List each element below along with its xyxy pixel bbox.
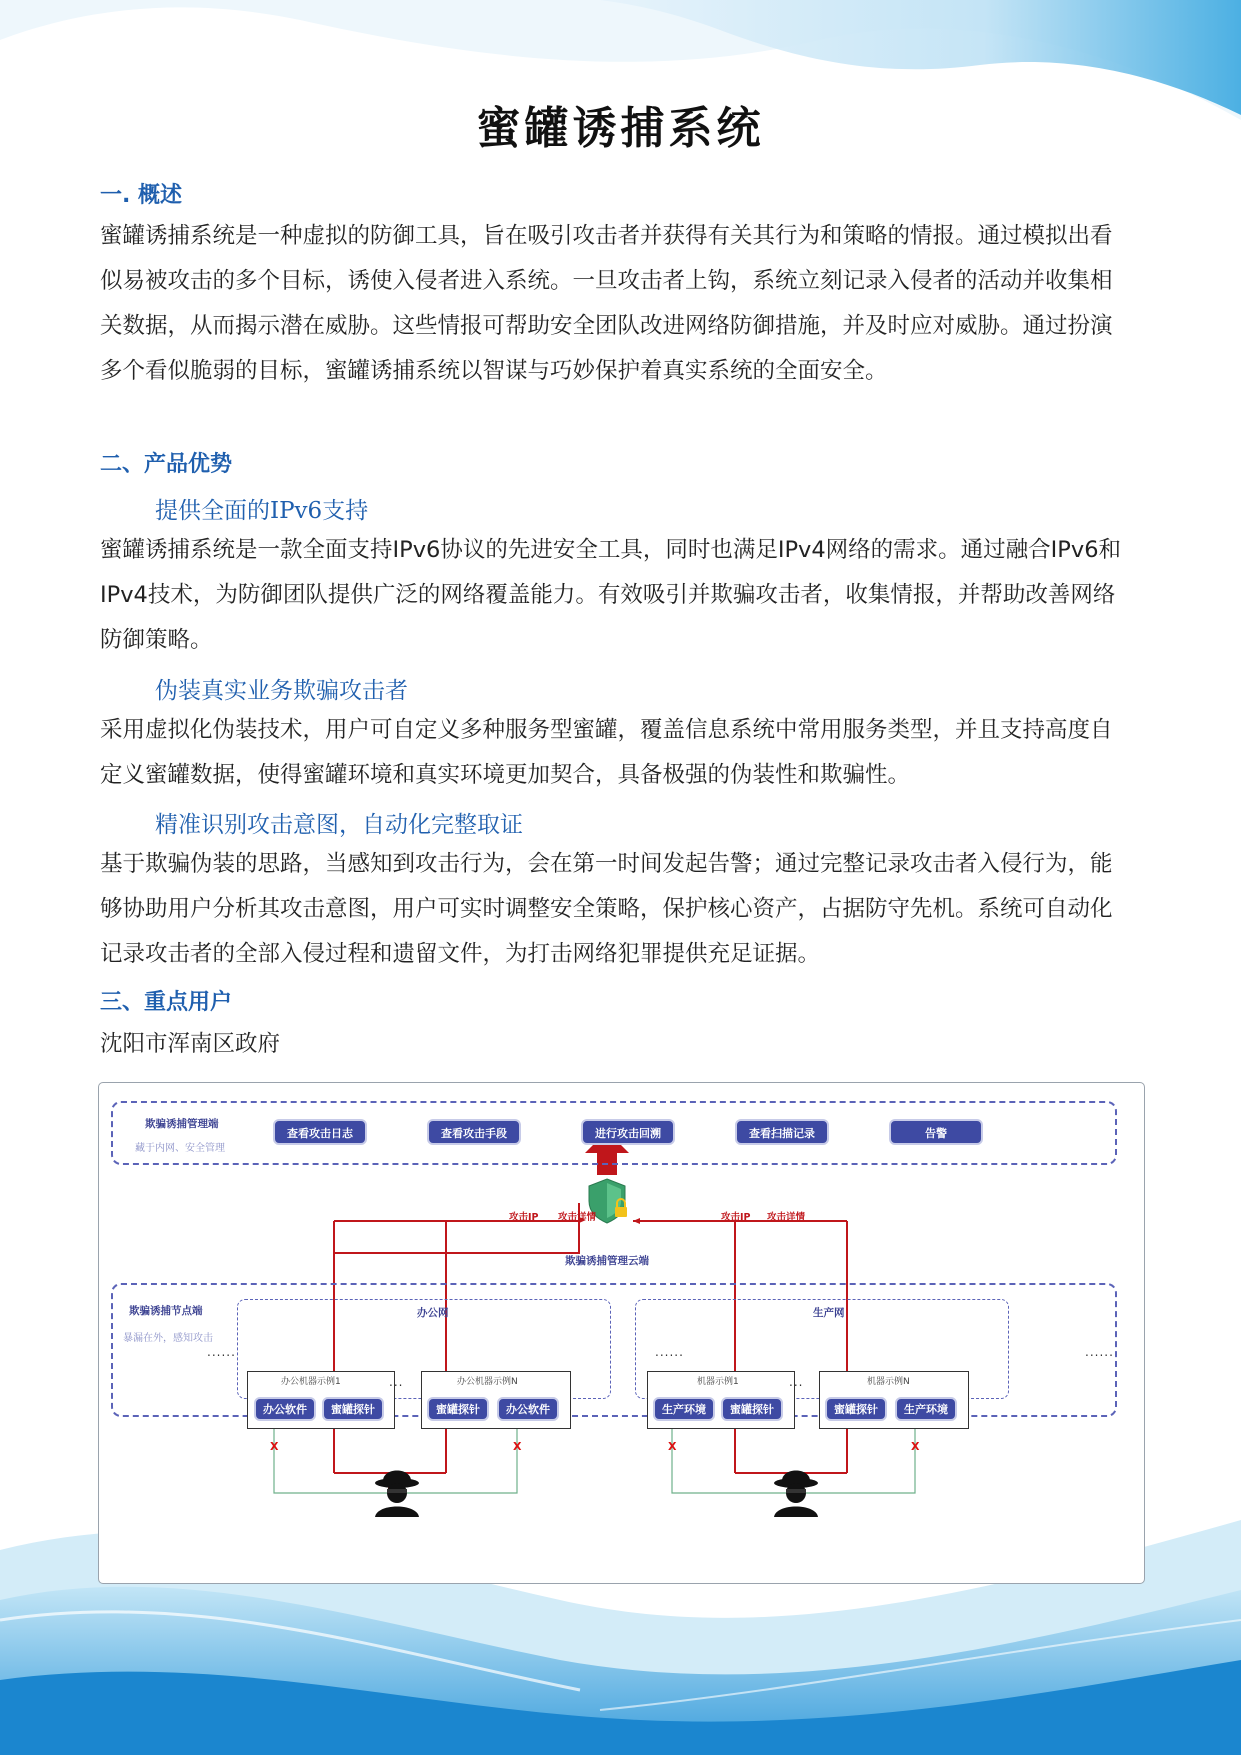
right-attack-detail-label: 攻击详情	[767, 1212, 806, 1223]
office-instance-1-label: 办公机器示例1	[281, 1377, 341, 1387]
x-mark-4: X	[911, 1440, 920, 1453]
nodes-mid-ellipsis: ......	[655, 1345, 684, 1359]
office-network-label: 办公网	[417, 1307, 449, 1319]
section-heading-key-users: 三、重点用户	[100, 990, 233, 1015]
view-attack-methods-button[interactable]: 查看攻击手段	[427, 1119, 521, 1145]
prod-instances-ellipsis: ...	[789, 1375, 804, 1389]
attacker-icon-right	[774, 1471, 818, 1518]
prod-instance-1-label: 机器示例1	[697, 1377, 739, 1387]
office-software-chip-2[interactable]: 办公软件	[497, 1397, 559, 1421]
honeypot-probe-chip-2[interactable]: 蜜罐探针	[427, 1397, 489, 1421]
section-heading-advantages: 二、产品优势	[100, 452, 233, 477]
overview-paragraph: 蜜罐诱捕系统是一种虚拟的防御工具，旨在吸引攻击者并获得有关其行为和策略的情报。通过模拟出看似易被攻击的多个目标，诱使入侵者进入系统。一旦攻击者上钩，系统立刻记录入侵者的活动并收集相关数据，从而揭示潜在威胁。这些情报可帮助安全团队改进网络防御措施，并及时应对威胁。通过扮演多个看似脆弱的目标，蜜罐诱捕系统以智谋与巧妙保护着真实系统的全面安全。	[100, 223, 1113, 384]
right-attack-ip-label: 攻击IP	[721, 1212, 751, 1223]
advantage-paragraph-disguise: 采用虚拟化伪装技术，用户可自定义多种服务型蜜罐，覆盖信息系统中常用服务类型，并且支持高度自定义蜜罐数据，使得蜜罐环境和真实环境更加契合，具备极强的伪装性和欺骗性。	[100, 717, 1113, 788]
x-mark-2: X	[513, 1440, 522, 1453]
x-mark-3: X	[668, 1440, 677, 1453]
production-env-chip-2[interactable]: 生产环境	[895, 1397, 957, 1421]
left-attack-ip-label: 攻击IP	[509, 1212, 539, 1223]
mgmt-sublabel: 藏于内网、安全管理	[135, 1143, 225, 1154]
view-scan-records-button[interactable]: 查看扫描记录	[735, 1119, 829, 1145]
alert-button[interactable]: 告警	[889, 1119, 983, 1145]
advantage-heading-forensics: 精准识别攻击意图，自动化完整取证	[155, 812, 523, 838]
office-instance-n-label: 办公机器示例N	[457, 1377, 518, 1387]
architecture-diagram	[98, 1082, 1145, 1584]
left-attack-detail-label: 攻击详情	[558, 1212, 597, 1223]
office-software-chip-1[interactable]: 办公软件	[254, 1397, 316, 1421]
office-instances-ellipsis: ...	[389, 1375, 404, 1389]
lock-icon	[615, 1207, 627, 1217]
advantage-heading-ipv6: 提供全面的IPv6支持	[155, 498, 369, 524]
page-title: 蜜罐诱捕系统	[476, 103, 765, 154]
nodes-sublabel: 暴漏在外，感知攻击	[123, 1333, 213, 1344]
prod-instance-n-label: 机器示例N	[867, 1377, 910, 1387]
mgmt-label: 欺骗诱捕管理端	[145, 1118, 219, 1130]
advantage-paragraph-ipv6: 蜜罐诱捕系统是一款全面支持IPv6协议的先进安全工具，同时也满足IPv4网络的需求。通过融合IPv6和IPv4技术，为防御团队提供广泛的网络覆盖能力。有效吸引并欺骗攻击者，收集情报，并帮助改善网络防御策略。	[100, 537, 1122, 653]
nodes-label: 欺骗诱捕节点端	[129, 1305, 203, 1317]
nodes-right-ellipsis: ......	[1085, 1345, 1114, 1359]
honeypot-probe-chip-1[interactable]: 蜜罐探针	[322, 1397, 384, 1421]
advantage-heading-disguise: 伪装真实业务欺骗攻击者	[155, 678, 408, 704]
honeypot-probe-chip-4[interactable]: 蜜罐探针	[825, 1397, 887, 1421]
attacker-icon-left	[375, 1471, 419, 1518]
honeypot-probe-chip-3[interactable]: 蜜罐探针	[721, 1397, 783, 1421]
attack-traceback-button[interactable]: 进行攻击回溯	[581, 1119, 675, 1145]
key-users-paragraph: 沈阳市浑南区政府	[100, 1031, 281, 1057]
view-attack-log-button[interactable]: 查看攻击日志	[273, 1119, 367, 1145]
advantage-paragraph-forensics: 基于欺骗伪装的思路，当感知到攻击行为，会在第一时间发起告警；通过完整记录攻击者入侵行为，能够协助用户分析其攻击意图，用户可实时调整安全策略，保护核心资产，占据防守先机。系统可自动化记录攻击者的全部入侵过程和遗留文件，为打击网络犯罪提供充足证据。	[100, 851, 1113, 967]
production-network-label: 生产网	[813, 1307, 845, 1319]
production-env-chip-1[interactable]: 生产环境	[653, 1397, 715, 1421]
cloud-label: 欺骗诱捕管理云端	[565, 1255, 649, 1267]
nodes-left-ellipsis: ......	[207, 1345, 236, 1359]
x-mark-1: X	[270, 1440, 279, 1453]
section-heading-overview: 一. 概述	[100, 183, 183, 208]
